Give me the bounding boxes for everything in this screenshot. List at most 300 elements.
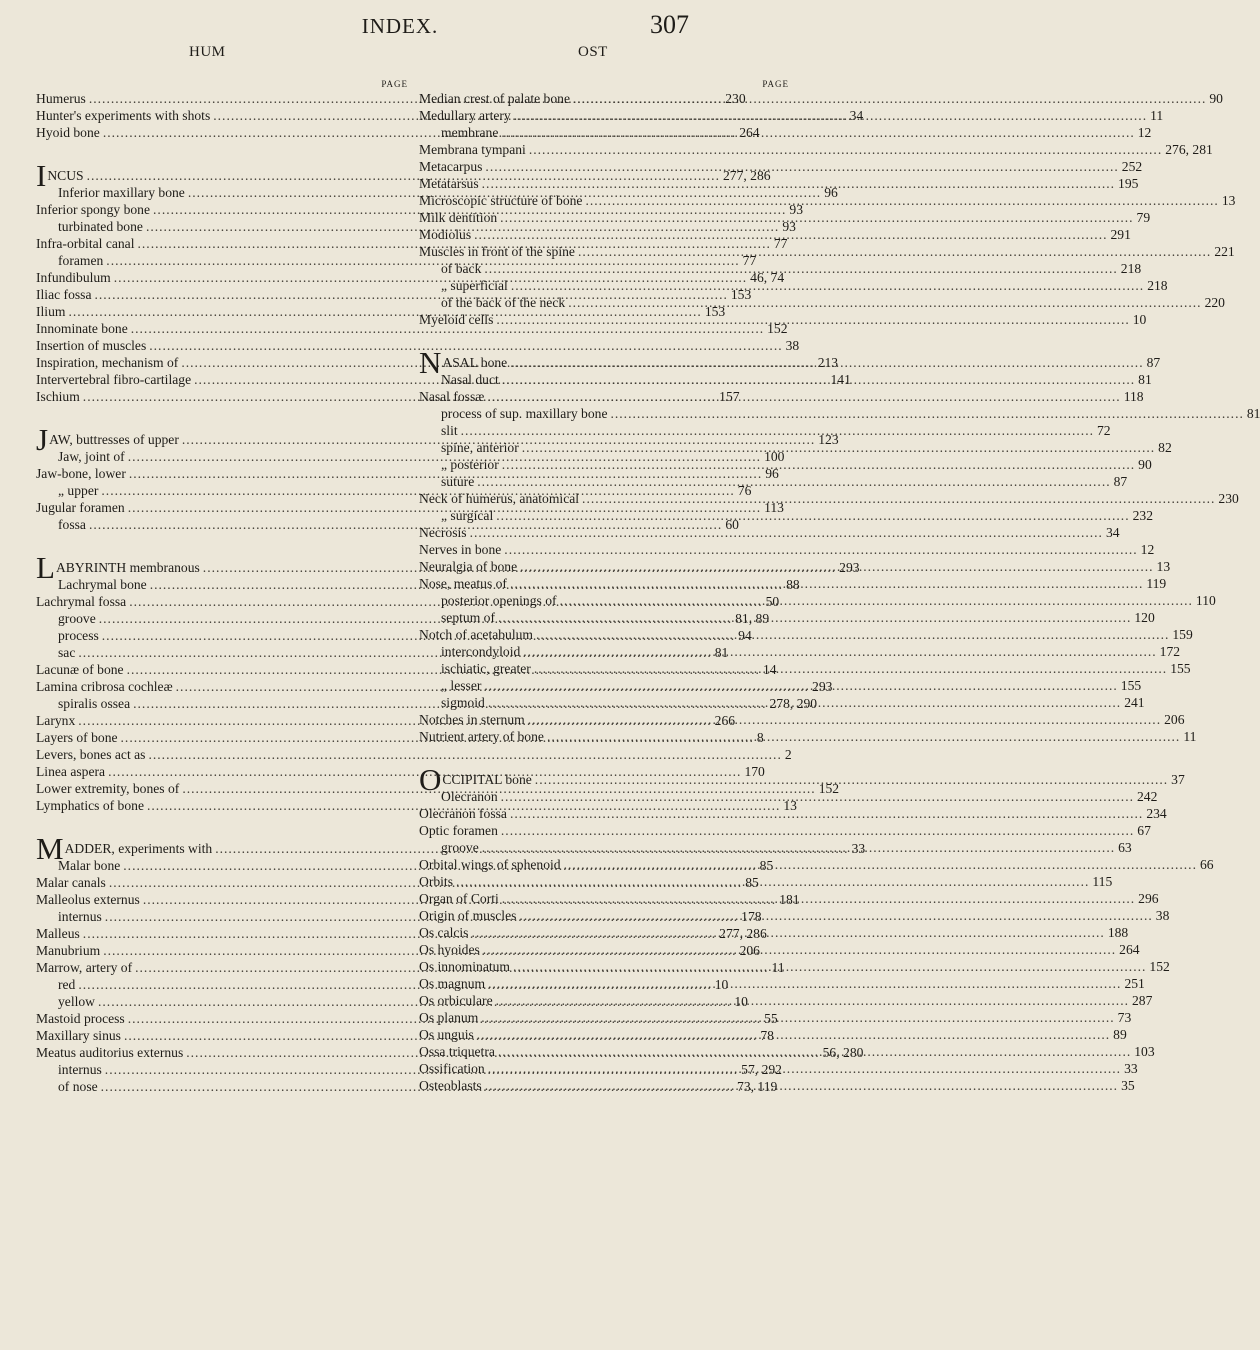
- index-entry: [419, 243, 1235, 260]
- page-reference: 221: [1214, 244, 1235, 259]
- index-term: Inferior spongy bone: [36, 202, 151, 217]
- left-column-guide-word: HUM: [189, 44, 226, 60]
- index-term: sac: [58, 645, 76, 660]
- index-term: Intervertebral fibro-cartilage: [36, 372, 192, 387]
- index-term: suture: [441, 474, 475, 489]
- leader-dots: [510, 354, 1143, 371]
- leader-dots: [481, 1009, 1114, 1026]
- index-term: Lachrymal fossa: [36, 594, 127, 609]
- leader-dots: [502, 890, 1135, 907]
- page-reference: 60: [725, 517, 739, 532]
- index-term: Metacarpus: [419, 159, 483, 174]
- index-term: „ lesser: [441, 678, 482, 693]
- index-term: Malar bone: [58, 858, 121, 873]
- page-reference: 153: [730, 287, 752, 302]
- page-reference: 11: [1183, 729, 1197, 744]
- index-entry: [419, 405, 1260, 422]
- index-entry: [419, 277, 1168, 294]
- index-term: Optic foramen: [419, 823, 498, 838]
- page-reference: 276, 281: [1165, 142, 1213, 157]
- page-reference: 14: [762, 662, 777, 677]
- index-entry: [419, 311, 1147, 328]
- page-reference: 152: [818, 781, 840, 796]
- leader-dots: [522, 439, 1155, 456]
- index-term: „ upper: [58, 483, 99, 498]
- page-reference: 234: [1146, 806, 1167, 821]
- index-term: Levers, bones act as: [36, 747, 146, 762]
- page-reference: 230: [1218, 491, 1239, 506]
- page-reference: 252: [1121, 159, 1143, 174]
- index-term: of the back of the neck: [441, 295, 566, 310]
- page-reference: 206: [1164, 712, 1185, 727]
- page-reference: 113: [764, 500, 784, 515]
- page-reference: 153: [704, 304, 726, 319]
- page-reference: 2: [784, 747, 792, 762]
- index-term: Medullary artery: [419, 108, 511, 123]
- index-entry: [419, 660, 1191, 677]
- index-entry: [419, 541, 1155, 558]
- leader-dots: [585, 192, 1218, 209]
- index-term: Jaw-bone, lower: [36, 466, 126, 481]
- leader-dots: [510, 805, 1143, 822]
- page-reference: 94: [738, 628, 752, 643]
- index-term: Larynx: [36, 713, 76, 728]
- page-reference: 11: [771, 960, 785, 975]
- index-entry: [36, 746, 792, 763]
- index-entry: [419, 924, 1129, 941]
- index-term: Lacunæ of bone: [36, 662, 124, 677]
- page-reference: 264: [1119, 942, 1140, 957]
- index-term: Insertion of muscles: [36, 338, 147, 353]
- page-reference: 241: [1124, 695, 1145, 710]
- leader-dots: [498, 609, 1131, 626]
- index-term: Modiolus: [419, 227, 472, 242]
- leader-dots: [477, 1026, 1110, 1043]
- page-reference: 10: [734, 994, 748, 1009]
- index-term: Os planum: [419, 1010, 479, 1025]
- page-reference: 34: [849, 108, 864, 123]
- index-term: INCUS: [36, 158, 84, 193]
- index-term: spiralis ossea: [58, 696, 131, 711]
- page-reference: 172: [1159, 644, 1181, 659]
- index-term: Inferior maxillary bone: [58, 185, 185, 200]
- page-reference: 96: [824, 185, 838, 200]
- index-term: OCCIPITAL bone: [419, 762, 532, 797]
- page-reference: 90: [1138, 457, 1152, 472]
- page-reference: 38: [1155, 908, 1170, 923]
- index-term: posterior openings of: [441, 593, 557, 608]
- index-term: Layers of bone: [36, 730, 118, 745]
- index-term: foramen: [58, 253, 104, 268]
- index-entry: [419, 260, 1142, 277]
- index-term: Mastoid process: [36, 1011, 125, 1026]
- index-entry: [419, 524, 1120, 541]
- index-term: of back: [441, 261, 482, 276]
- index-term: Muscles in front of the spine: [419, 244, 575, 259]
- page-reference: 88: [786, 577, 800, 592]
- index-term: JAW, buttresses of upper: [36, 422, 179, 457]
- index-term: Linea aspera: [36, 764, 106, 779]
- leader-dots: [528, 711, 1161, 728]
- index-term: Milk dentition: [419, 210, 498, 225]
- index-term: „ superficial: [441, 278, 508, 293]
- page-reference: 37: [1171, 772, 1185, 787]
- page-reference: 67: [1137, 823, 1151, 838]
- leader-dots: [511, 277, 1144, 294]
- page-reference: 157: [719, 389, 740, 404]
- index-term: Lamina cribrosa cochleæ: [36, 679, 173, 694]
- page-column-label: PAGE: [381, 79, 408, 89]
- leader-dots: [513, 958, 1146, 975]
- index-term: Humerus: [36, 91, 86, 106]
- index-term: Iliac fossa: [36, 287, 92, 302]
- leader-dots: [496, 507, 1129, 524]
- index-entry: [419, 907, 1170, 924]
- index-entry: [419, 728, 1197, 745]
- index-term: Malleolus externus: [36, 892, 140, 907]
- leader-dots: [498, 1043, 1131, 1060]
- index-term: Inspiration, mechanism of: [36, 355, 179, 370]
- leader-dots: [573, 90, 1206, 107]
- leader-dots: [501, 788, 1134, 805]
- index-term: Organ of Corti: [419, 891, 499, 906]
- index-term: Maxillary sinus: [36, 1028, 121, 1043]
- index-term: turbinated bone: [58, 219, 143, 234]
- index-term: Os hyoides: [419, 942, 480, 957]
- page-reference: 152: [767, 321, 788, 336]
- page-reference: 188: [1107, 925, 1129, 940]
- index-entry: [419, 643, 1181, 660]
- leader-dots: [482, 175, 1115, 192]
- page-reference: 8: [756, 730, 764, 745]
- page-reference: 155: [1170, 661, 1191, 676]
- index-term: groove: [441, 840, 479, 855]
- index-term: Ilium: [36, 304, 66, 319]
- leader-dots: [471, 924, 1104, 941]
- index-term: of nose: [58, 1079, 98, 1094]
- page-reference: 277, 286: [722, 168, 771, 183]
- index-term: Orbital wings of sphenoid: [419, 857, 561, 872]
- page-reference: 76: [737, 483, 752, 498]
- page-reference: 230: [725, 91, 746, 106]
- index-term: Jaw, joint of: [58, 449, 125, 464]
- page-reference: 115: [1092, 874, 1113, 889]
- index-term: Membrana tympani: [419, 142, 526, 157]
- index-term: LABYRINTH membranous: [36, 550, 200, 585]
- page-reference: 118: [1123, 389, 1144, 404]
- index-entry: [419, 175, 1139, 192]
- index-entry: [36, 763, 765, 780]
- leader-dots: [501, 822, 1134, 839]
- index-term: internus: [58, 1062, 102, 1077]
- leader-dots: [496, 992, 1129, 1009]
- index-entry: [419, 456, 1152, 473]
- index-term: slit: [441, 423, 458, 438]
- index-term: intercondyloid: [441, 644, 521, 659]
- leader-dots: [519, 907, 1152, 924]
- page-reference: 178: [741, 909, 762, 924]
- page-reference: 213: [817, 355, 839, 370]
- page-reference: 251: [1124, 976, 1145, 991]
- page-reference: 13: [1221, 193, 1236, 208]
- index-term: Infra-orbital canal: [36, 236, 135, 251]
- index-entry: [419, 992, 1153, 1009]
- index-term: Osteoblasts: [419, 1078, 482, 1093]
- index-entry: [419, 941, 1140, 958]
- index-term: process of sup. maxillary bone: [441, 406, 608, 421]
- page-reference: 66: [1199, 857, 1214, 872]
- index-entry: [419, 1077, 1135, 1094]
- page-header: [0, 0, 800, 70]
- page-reference: 170: [744, 764, 765, 779]
- page-reference: 291: [1110, 227, 1131, 242]
- leader-dots: [496, 311, 1129, 328]
- index-term: Metatarsus: [419, 176, 479, 191]
- page-reference: 57, 292: [741, 1062, 782, 1077]
- page-reference: 13: [783, 798, 797, 813]
- index-entry: [419, 294, 1225, 311]
- page-reference: 120: [1134, 610, 1155, 625]
- page-reference: 79: [1136, 210, 1151, 225]
- leader-dots: [523, 643, 1156, 660]
- leader-dots: [578, 243, 1211, 260]
- leader-dots: [488, 975, 1121, 992]
- page-reference: 293: [812, 679, 833, 694]
- index-term: Nutrient artery of bone: [419, 729, 544, 744]
- leader-dots: [474, 226, 1107, 243]
- index-entry: [419, 422, 1111, 439]
- index-entry: [419, 1009, 1132, 1026]
- right-column-guide-word: OST: [578, 44, 608, 60]
- page-reference: 287: [1131, 993, 1153, 1008]
- page-reference: 119: [1146, 576, 1167, 591]
- page-reference: 73, 119: [737, 1079, 778, 1094]
- index-term: spine, anterior: [441, 440, 519, 455]
- index-term: Malar canals: [36, 875, 106, 890]
- index-term: Notch of acetabulum: [419, 627, 533, 642]
- page-reference: 264: [739, 125, 760, 140]
- page-reference: 293: [839, 560, 860, 575]
- page-reference: 85: [759, 858, 774, 873]
- page-reference: 232: [1132, 508, 1153, 523]
- leader-dots: [461, 422, 1094, 439]
- page-reference: 35: [1121, 1078, 1135, 1093]
- index-term: Os magnum: [419, 976, 486, 991]
- index-term: septum of: [441, 610, 495, 625]
- index-entry: [419, 124, 1152, 141]
- index-entry: [419, 609, 1155, 626]
- leader-dots: [484, 260, 1117, 277]
- page-reference: 96: [765, 466, 779, 481]
- page-reference: 10: [714, 977, 729, 992]
- page-reference: 10: [1132, 312, 1147, 327]
- index-term: Nasal fossæ: [419, 389, 485, 404]
- index-entry: [419, 856, 1214, 873]
- leader-dots: [520, 558, 1153, 575]
- leader-dots: [470, 524, 1103, 541]
- index-term: Ossification: [419, 1061, 485, 1076]
- index-term: „ posterior: [441, 457, 499, 472]
- index-term: internus: [58, 909, 102, 924]
- index-term: ischiatic, greater: [441, 661, 531, 676]
- index-entry: [419, 1060, 1138, 1077]
- page-reference: 296: [1138, 891, 1159, 906]
- index-term: Origin of muscles: [419, 908, 517, 923]
- index-entry: [419, 592, 1216, 609]
- page-reference: 206: [739, 943, 760, 958]
- leader-dots: [510, 575, 1143, 592]
- page-reference: 103: [1134, 1044, 1155, 1059]
- leader-dots: [488, 1060, 1121, 1077]
- index-term: Meatus auditorius externus: [36, 1045, 184, 1060]
- index-term: Os innominatum: [419, 959, 511, 974]
- index-term: Myeloid cells: [419, 312, 494, 327]
- leader-dots: [501, 124, 1134, 141]
- index-term: Olecranon: [441, 789, 498, 804]
- index-term: Marrow, artery of: [36, 960, 133, 975]
- index-entry: [419, 473, 1128, 490]
- page-reference: 242: [1137, 789, 1158, 804]
- index-entry: [419, 388, 1144, 405]
- leader-dots: [535, 771, 1168, 788]
- page-reference: 90: [1209, 91, 1223, 106]
- index-term: Neck of humerus, anatomical: [419, 491, 580, 506]
- page-reference: 38: [785, 338, 800, 353]
- index-term: Malleus: [36, 926, 80, 941]
- index-term: fossa: [58, 517, 86, 532]
- leader-dots: [529, 141, 1162, 158]
- page-reference: 81: [1138, 372, 1152, 387]
- leader-dots: [568, 294, 1201, 311]
- page-reference: 77: [742, 253, 757, 268]
- index-term: Olecranon fossa: [419, 806, 507, 821]
- page-reference: 278, 290: [769, 696, 818, 711]
- page-reference: 110: [1195, 593, 1216, 608]
- leader-dots: [502, 371, 1135, 388]
- index-term: Nose, meatus of: [419, 576, 507, 591]
- page-reference: 195: [1118, 176, 1139, 191]
- page-reference: 218: [1120, 261, 1142, 276]
- index-entry: [36, 354, 839, 371]
- page-reference: 63: [1118, 840, 1132, 855]
- index-term: Innominate bone: [36, 321, 128, 336]
- index-term: Hyoid bone: [36, 125, 100, 140]
- index-entry: [419, 507, 1153, 524]
- page-reference: 93: [782, 219, 796, 234]
- page-reference: 81, 89: [735, 611, 770, 626]
- index-entry: [419, 873, 1113, 890]
- leader-dots: [582, 490, 1215, 507]
- index-term: Jugular foramen: [36, 500, 125, 515]
- page-reference: 266: [714, 713, 736, 728]
- index-entry: [419, 711, 1185, 728]
- page-reference: 85: [745, 875, 759, 890]
- page-reference: 11: [1150, 108, 1164, 123]
- page-reference: 123: [818, 432, 839, 447]
- index-term: Manubrium: [36, 943, 101, 958]
- page-reference: 34: [1105, 525, 1120, 540]
- index-term: groove: [58, 611, 96, 626]
- page-reference: 55: [764, 1011, 778, 1026]
- page-reference: 33: [851, 841, 866, 856]
- running-title: INDEX.: [361, 14, 439, 38]
- index-entry: [419, 822, 1151, 839]
- index-entry: [419, 958, 1170, 975]
- page-reference: 277, 286: [719, 926, 767, 941]
- page-reference: 50: [765, 594, 780, 609]
- index-term: Nasal duct: [441, 372, 499, 387]
- page-reference: 141: [830, 372, 851, 387]
- page-reference: 72: [1097, 423, 1111, 438]
- index-term: process: [58, 628, 99, 643]
- page-column-label: PAGE: [762, 79, 789, 89]
- index-term: red: [58, 977, 76, 992]
- page-reference: 93: [789, 202, 803, 217]
- index-term: Necrosis: [419, 525, 467, 540]
- index-term: Neuralgia of bone: [419, 559, 518, 574]
- index-term: „ surgical: [441, 508, 494, 523]
- page-reference: 78: [760, 1028, 774, 1043]
- index-term: Nerves in bone: [419, 542, 502, 557]
- index-term: Os unguis: [419, 1027, 474, 1042]
- index-term: Median crest of palate bone: [419, 91, 570, 106]
- index-entry: [36, 337, 800, 354]
- index-term: yellow: [58, 994, 95, 1009]
- index-term: Lower extremity, bones of: [36, 781, 180, 796]
- leader-dots: [485, 1077, 1118, 1094]
- page-reference: 181: [779, 892, 800, 907]
- page-reference: 159: [1172, 627, 1193, 642]
- index-term: Os orbiculare: [419, 993, 493, 1008]
- index-term: Lachrymal bone: [58, 577, 147, 592]
- leader-dots: [500, 209, 1133, 226]
- index-term: Hunter's experiments with shots: [36, 108, 211, 123]
- page-reference: 46, 74: [750, 270, 785, 285]
- page-reference: 77: [773, 236, 788, 251]
- index-entry: [419, 1026, 1127, 1043]
- index-term: membrane: [441, 125, 499, 140]
- leader-dots: [502, 456, 1135, 473]
- index-entry: [419, 141, 1213, 158]
- index-term: Microscopic structure of bone: [419, 193, 583, 208]
- page-reference: 155: [1120, 678, 1142, 693]
- page-reference: 82: [1158, 440, 1172, 455]
- leader-dots: [514, 107, 1147, 124]
- leader-dots: [534, 660, 1167, 677]
- index-entry: [419, 626, 1193, 643]
- page-reference: 73: [1117, 1010, 1132, 1025]
- index-term: Lymphatics of bone: [36, 798, 144, 813]
- index-entry: [419, 158, 1143, 175]
- leader-dots: [504, 541, 1137, 558]
- leader-dots: [536, 626, 1169, 643]
- page-reference: 89: [1113, 1027, 1127, 1042]
- index-term: NASAL bone: [419, 345, 508, 380]
- page-number: 307: [650, 10, 689, 39]
- index-term: Ossa triquetra: [419, 1044, 495, 1059]
- page-reference: 100: [764, 449, 785, 464]
- leader-dots: [487, 388, 1120, 405]
- leader-dots: [483, 941, 1116, 958]
- leader-dots: [547, 728, 1180, 745]
- page-reference: 152: [1149, 959, 1170, 974]
- index-term: MADDER, experiments with: [36, 831, 213, 866]
- page-reference: 12: [1137, 125, 1152, 140]
- page-reference: 81: [1246, 406, 1260, 421]
- page-reference: 56, 280: [822, 1045, 864, 1060]
- index-entry: [419, 975, 1145, 992]
- leader-dots: [564, 856, 1197, 873]
